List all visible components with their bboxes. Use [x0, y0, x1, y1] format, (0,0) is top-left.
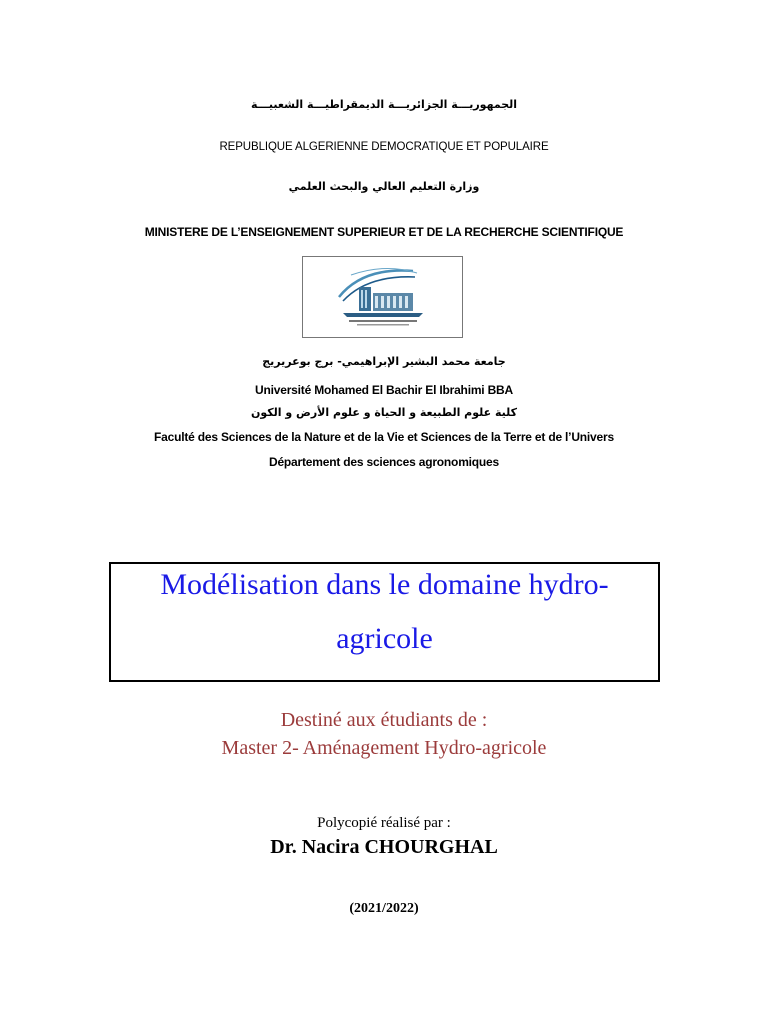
- author-name: Dr. Nacira CHOURGHAL: [270, 836, 498, 858]
- faculty-name: Faculté des Sciences de la Nature et de la Vie et Sciences de la Terre et de l’Univers: [154, 430, 614, 444]
- author-label: Polycopié réalisé par :: [317, 815, 451, 831]
- ministry-heading: MINISTERE DE L’ENSEIGNEMENT SUPERIEUR ET DE LA RECHERCHE SCIENTIFIQUE: [144, 225, 624, 239]
- arabic-ministry-heading: وزارة التعليم العالي والبحث العلمي: [288, 180, 480, 193]
- audience-line-2: Master 2- Aménagement Hydro-agricole: [221, 737, 547, 759]
- department-name: Département des sciences agronomiques: [268, 455, 500, 469]
- arabic-republic-heading: الجمهوريـــة الجزائريـــة الديمقراطيـــة الشعبيـــة: [250, 98, 518, 111]
- arabic-university-name: جامعة محمد البشير الإبراهيمي- برج بوعريريج: [262, 355, 506, 368]
- republic-heading: REPUBLIQUE ALGERIENNE DEMOCRATIQUE ET POPULAIRE: [219, 141, 549, 153]
- arabic-faculty-name: كلية علوم الطبيعة و الحياة و علوم الأرض و الكون: [250, 406, 518, 419]
- audience-line-1: Destiné aux étudiants de :: [280, 709, 488, 731]
- academic-year: (2021/2022): [349, 901, 419, 916]
- title-box: [109, 562, 660, 682]
- university-name: Université Mohamed El Bachir El Ibrahimi BBA: [255, 383, 513, 397]
- title-line-2: agricole: [336, 622, 433, 655]
- title-line-1: Modélisation dans le domaine hydro-: [160, 568, 609, 601]
- university-logo: [302, 256, 463, 338]
- university-logo-graphic: [303, 257, 462, 337]
